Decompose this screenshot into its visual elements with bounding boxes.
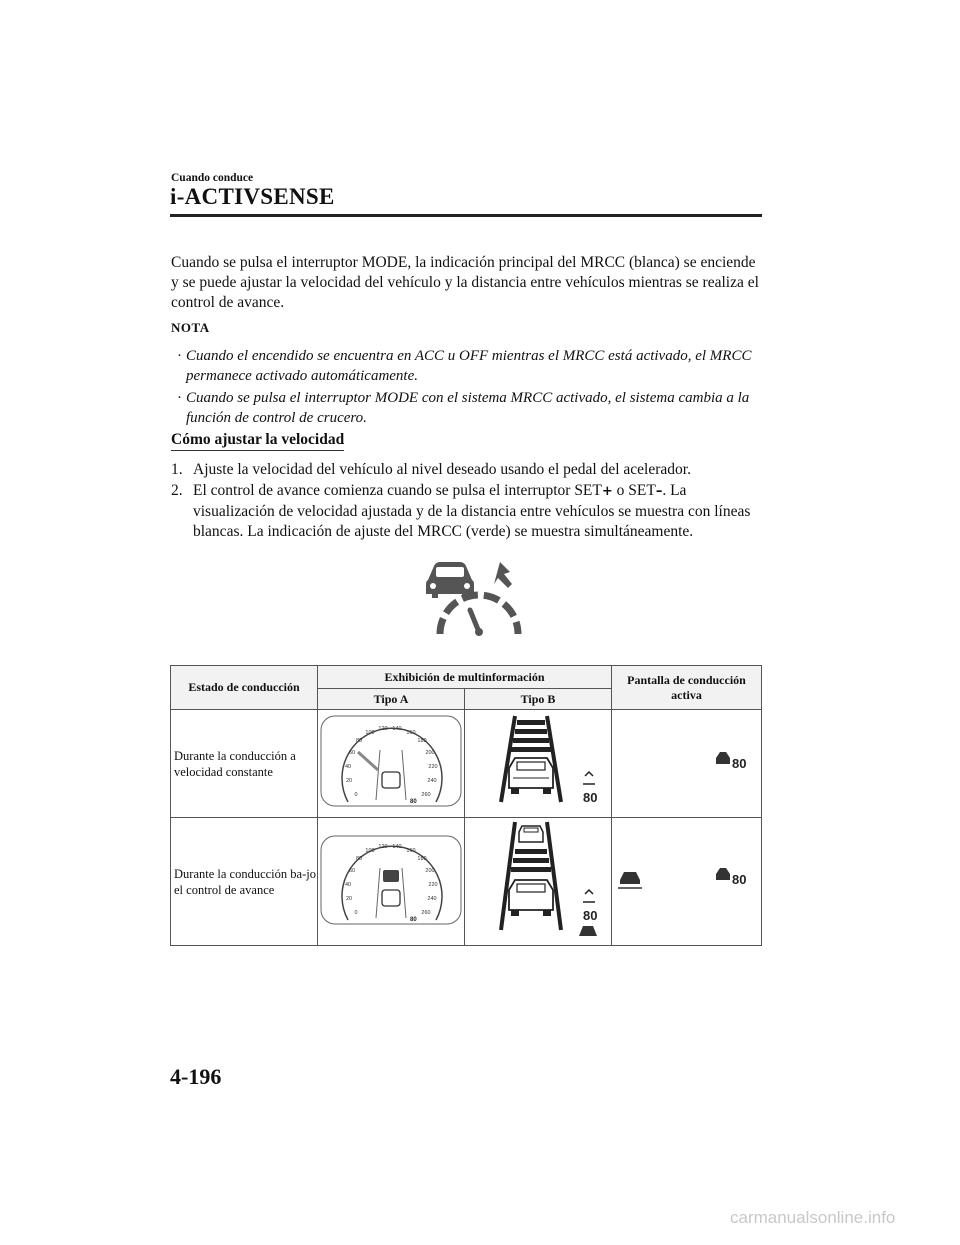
section-heading: Cómo ajustar la velocidad	[171, 431, 344, 451]
gauge-tick-label: 140	[392, 726, 402, 732]
speedometer-icon	[318, 818, 464, 940]
set-speed-value: 80	[410, 917, 417, 923]
car-icon	[509, 758, 553, 794]
active-display-cell	[612, 710, 762, 818]
mrcc-indicator-icon	[612, 818, 760, 940]
step-text-part: o SET	[612, 482, 656, 499]
gauge-tick-label: 20	[345, 778, 353, 784]
gauge-tick-label: 220	[428, 882, 438, 888]
car-icon	[509, 880, 553, 916]
gauge-tick-label: 100	[365, 848, 375, 854]
header-state: Estado de conducción	[171, 666, 318, 710]
gauge-tick-label: 80	[355, 738, 363, 744]
gauge-tick-label: 120	[378, 726, 388, 732]
note-text: Cuando el encendido se encuentra en ACC u OFF mientras el MRCC está activado, el MRCC permanece activado automáticamente.	[186, 348, 752, 384]
gauge-tick-label: 200	[425, 868, 435, 874]
gauge-tick-label: 220	[428, 764, 438, 770]
step-item	[171, 481, 763, 542]
header-active: Pantalla de conducción activa	[612, 666, 762, 710]
gauge-tick-label: 240	[427, 778, 437, 784]
page-number: 4-196	[170, 1064, 222, 1089]
gauge-tick-label: 160	[406, 848, 416, 854]
minus-symbol: –	[655, 484, 663, 499]
gauge-tick-label: 40	[344, 764, 352, 770]
gauge-tick-label: 160	[406, 730, 416, 736]
type-b-cell	[465, 818, 612, 946]
note-item	[177, 346, 766, 386]
gauge-tick-label: 260	[421, 792, 431, 798]
chapter-title: i-ACTIVSENSE	[170, 184, 335, 209]
type-a-cell	[318, 818, 465, 946]
note-label: NOTA	[171, 320, 210, 335]
gauge-tick-label: 180	[417, 738, 427, 744]
active-display-cell	[612, 818, 762, 946]
gauge-tick-label: 0	[354, 910, 358, 916]
gauge-tick-label: 80	[355, 856, 363, 862]
gauge-tick-label: 60	[348, 868, 356, 874]
set-speed-value: 80	[583, 908, 598, 923]
gauge-tick-label: 120	[378, 844, 388, 850]
mrcc-indicator-icon	[612, 710, 760, 812]
bullet: ·	[177, 348, 182, 364]
gauge-tick-label: 100	[365, 730, 375, 736]
display-table	[170, 665, 762, 946]
step-number: 2.	[171, 482, 183, 499]
gauge-tick-label: 240	[427, 896, 437, 902]
intro-paragraph: Cuando se pulsa el interruptor MODE, la indicación principal del MRCC (blanca) se enciende y se puede ajustar la velocidad del vehículo y la distancia entre vehículos mientras se realiza el control de avance.	[171, 254, 759, 311]
car-icon	[519, 826, 543, 842]
row-state: Durante la conducción a velocidad constante	[171, 710, 318, 818]
set-speed-value: 80	[732, 756, 747, 771]
header-multi: Exhibición de multinformación	[318, 666, 612, 689]
lane-display-icon	[465, 710, 611, 812]
speedometer-icon	[318, 710, 464, 812]
gauge-tick-label: 20	[345, 896, 353, 902]
note-item	[177, 388, 766, 428]
gauge-tick-label: 0	[354, 792, 358, 798]
header-type-b: Tipo B	[465, 689, 612, 710]
gauge-tick-label: 200	[425, 750, 435, 756]
bullet: ·	[177, 390, 182, 406]
step-number: 1.	[171, 461, 183, 478]
step-text-part: El control de avance comienza cuando se pulsa el interruptor SET	[193, 482, 602, 499]
gauge-tick-label: 60	[348, 750, 356, 756]
type-b-cell	[465, 710, 612, 818]
row-state: Durante la conducción ba-jo el control de avance	[171, 818, 318, 946]
section-title: Cuando conduce	[171, 172, 254, 184]
step-text	[193, 481, 763, 542]
set-speed-value: 80	[583, 790, 598, 805]
set-speed-value: 80	[410, 799, 417, 805]
step-text: Ajuste la velocidad del vehículo al nivel deseado usando el pedal del acelerador.	[193, 461, 691, 478]
note-text: Cuando se pulsa el interruptor MODE con el sistema MRCC activado, el sistema cambia a la función de control de crucero.	[186, 390, 750, 426]
watermark: carmanualsonline.info	[730, 1208, 896, 1227]
gauge-tick-label: 140	[392, 844, 402, 850]
step-item	[171, 460, 763, 480]
gauge-tick-label: 180	[417, 856, 427, 862]
step-text-part: . La visualización de velocidad ajustada y de la distancia entre vehículos se muestra con líneas blancas. La indicación de ajuste del MRCC (verde) se muestra simultáneamente.	[193, 482, 751, 540]
plus-symbol: +	[601, 484, 613, 499]
lane-display-icon	[465, 818, 611, 940]
gauge-tick-label: 260	[421, 910, 431, 916]
set-speed-value: 80	[732, 872, 747, 887]
mrcc-indicator-icon	[424, 558, 524, 638]
type-a-cell	[318, 710, 465, 818]
header-rule	[170, 214, 762, 217]
header-type-a: Tipo A	[318, 689, 465, 710]
gauge-tick-label: 40	[344, 882, 352, 888]
